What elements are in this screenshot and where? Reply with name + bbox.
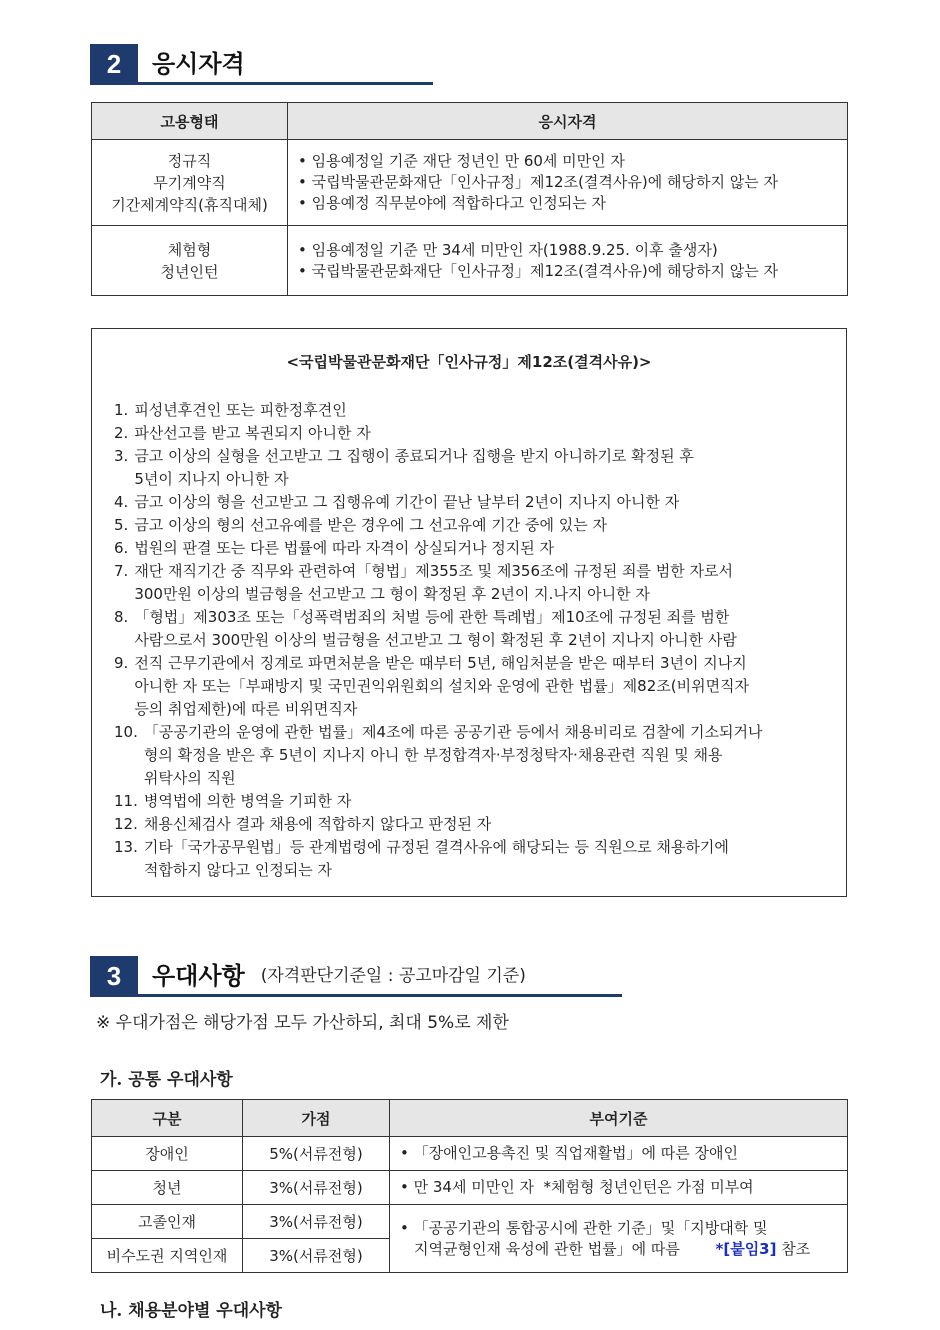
disqualification-item	[114, 537, 829, 560]
item-text	[144, 836, 829, 882]
item-line: 전직 근무기관에서 징계로 파면처분을 받은 때부터 5년, 해임처분을 받은 때부터 3년이 지나지	[134, 654, 747, 672]
employment-type: 무기계약직	[153, 173, 226, 192]
item-line: 형의 확정을 받은 후 5년이 지나지 아니 한 부정합격자·부정청탁자·채용관련 직원 및 채용	[143, 746, 723, 764]
employment-type-cell	[92, 140, 288, 226]
criteria-item: • 「장애인고용촉진 및 직업재활법」에 따른 장애인	[400, 1143, 846, 1164]
employment-type-cell	[92, 226, 288, 296]
item-line: 재단 재직기간 중 직무와 관련하여「형법」제355조 및 제356조에 규정된 죄를 범한 자로서	[134, 562, 733, 580]
preference-table	[91, 1099, 848, 1273]
column-header-qualification: 응시자격	[288, 103, 848, 140]
qualification-item: • 임용예정 직무분야에 적합하다고 인정되는 자	[298, 193, 846, 214]
disqualification-item	[114, 606, 829, 652]
item-text	[134, 422, 829, 445]
disqualification-box	[91, 328, 847, 897]
reference-mark: *	[715, 1239, 724, 1258]
item-line: 병역법에 의한 병역을 기피한 자	[143, 792, 352, 810]
item-line: 금고 이상의 형의 선고유예를 받은 경우에 그 선고유예 기간 중에 있는 자	[134, 516, 607, 534]
disqualification-item	[114, 560, 829, 606]
criteria-item: • 「공공기관의 통합공시에 관한 기준」및「지방대학 및	[400, 1218, 846, 1239]
section-title: 응시자격	[152, 50, 245, 78]
employment-type: 정규직	[167, 151, 212, 170]
criteria-cell	[390, 1205, 848, 1273]
disqualification-list	[114, 399, 829, 882]
item-text	[134, 399, 829, 422]
item-text	[144, 721, 829, 790]
disqualification-item	[114, 652, 829, 721]
item-text	[134, 606, 829, 652]
item-line: 채용신체검사 결과 채용에 적합하지 않다고 판정된 자	[143, 815, 492, 833]
item-number: 12.	[114, 815, 138, 833]
preference-note: ※ 우대가점은 해당가점 모두 가산하되, 최대 5%로 제한	[96, 1013, 509, 1033]
disqualification-item	[114, 445, 829, 491]
item-number: 5.	[114, 516, 129, 534]
table-row	[92, 226, 848, 296]
item-line: 「형법」제303조 또는「성폭력범죄의 처벌 등에 관한 특례법」제10조에 규정된 죄를 범한	[134, 608, 730, 626]
qualification-item: • 국립박물관문화재단「인사규정」제12조(결격사유)에 해당하지 않는 자	[298, 172, 846, 193]
disqualification-title: <국립박물관문화재단「인사규정」제12조(결격사유)>	[286, 353, 652, 371]
disqualification-item	[114, 790, 829, 813]
column-header-employment-type: 고용형태	[92, 103, 288, 140]
item-number: 10.	[114, 723, 138, 741]
qualification-cell	[288, 226, 848, 296]
employment-type: 기간제계약직(휴직대체)	[111, 195, 268, 214]
disqualification-item	[114, 491, 829, 514]
column-header-criteria: 부여기준	[390, 1100, 848, 1137]
item-line: 금고 이상의 형을 선고받고 그 집행유예 기간이 끝난 날부터 2년이 지나지 아니한 자	[134, 493, 680, 511]
item-text	[134, 491, 829, 514]
table-row	[92, 1137, 848, 1171]
section-underline	[90, 994, 622, 997]
category-cell: 비수도권 지역인재	[92, 1239, 243, 1273]
subheading-field-specific: 나. 채용분야별 우대사항	[100, 1301, 282, 1321]
item-line: 적합하지 않다고 인정되는 자	[143, 861, 333, 879]
criteria-cell	[390, 1137, 848, 1171]
item-text	[134, 560, 829, 606]
section-3-heading	[90, 956, 526, 996]
section-underline	[90, 82, 433, 85]
item-number: 8.	[114, 608, 129, 626]
criteria-item: • 만 34세 미만인 자 *체험형 청년인턴은 가점 미부여	[400, 1177, 846, 1198]
item-number: 7.	[114, 562, 129, 580]
item-line: 기타「국가공무원법」등 관계법령에 규정된 결격사유에 해당되는 등 직원으로 채용하기에	[143, 838, 729, 856]
item-number: 4.	[114, 493, 129, 511]
item-line: 300만원 이상의 벌금형을 선고받고 그 형이 확정된 후 2년이 지.나지 아니한 자	[134, 585, 650, 603]
table-row	[92, 1171, 848, 1205]
section-title: 우대사항	[152, 962, 245, 990]
item-text	[144, 813, 829, 836]
item-number: 2.	[114, 424, 129, 442]
item-text	[134, 537, 829, 560]
item-text	[144, 790, 829, 813]
section-number-badge: 2	[90, 44, 138, 84]
criteria-cell	[390, 1171, 848, 1205]
item-line: 사람으로서 300만원 이상의 벌금형을 선고받고 그 형이 확정된 후 2년이 지나지 아니한 사람	[134, 631, 737, 649]
section-number-badge: 3	[90, 956, 138, 996]
item-line: 피성년후견인 또는 피한정후견인	[134, 401, 347, 419]
criteria-continuation	[400, 1239, 846, 1260]
employment-type: 체험형	[167, 240, 212, 259]
item-number: 11.	[114, 792, 138, 810]
disqualification-item	[114, 721, 829, 790]
item-line: 5년이 지나지 아니한 자	[134, 470, 289, 488]
item-line: 파산선고를 받고 복권되지 아니한 자	[134, 424, 371, 442]
table-row	[92, 1205, 848, 1239]
disqualification-item	[114, 514, 829, 537]
eligibility-table	[91, 102, 848, 296]
points-cell: 3%(서류전형)	[243, 1239, 390, 1273]
disqualification-item	[114, 422, 829, 445]
item-number: 13.	[114, 838, 138, 856]
item-number: 9.	[114, 654, 129, 672]
disqualification-item	[114, 399, 829, 422]
item-text	[134, 445, 829, 491]
category-cell: 장애인	[92, 1137, 243, 1171]
item-line: 금고 이상의 실형을 선고받고 그 집행이 종료되거나 집행을 받지 아니하기로 확정된 후	[134, 447, 694, 465]
points-cell: 5%(서류전형)	[243, 1137, 390, 1171]
column-header-points: 가점	[243, 1100, 390, 1137]
item-text	[134, 514, 829, 537]
section-subtitle: (자격판단기준일 : 공고마감일 기준)	[260, 966, 526, 986]
qualification-item: • 임용예정일 기준 재단 정년인 만 60세 미만인 자	[298, 151, 846, 172]
disqualification-item	[114, 836, 829, 882]
qualification-cell	[288, 140, 848, 226]
attachment-reference: [붙임3]	[723, 1239, 777, 1258]
item-line: 등의 취업제한)에 따른 비위면직자	[134, 700, 358, 718]
category-cell: 고졸인재	[92, 1205, 243, 1239]
category-cell: 청년	[92, 1171, 243, 1205]
qualification-item: • 임용예정일 기준 만 34세 미만인 자(1988.9.25. 이후 출생자)	[298, 240, 846, 261]
section-2-heading	[90, 44, 245, 84]
criteria-text: 지역균형인재 육성에 관한 법률」에 따름	[414, 1239, 680, 1258]
qualification-item: • 국립박물관문화재단「인사규정」제12조(결격사유)에 해당하지 않는 자	[298, 261, 846, 282]
item-number: 6.	[114, 539, 129, 557]
disqualification-item	[114, 813, 829, 836]
item-number: 1.	[114, 401, 129, 419]
item-text	[134, 652, 829, 721]
item-line: 아니한 자 또는「부패방지 및 국민권익위원회의 설치와 운영에 관한 법률」제82조(비위면직자	[134, 677, 750, 695]
reference-suffix: 참조	[776, 1239, 811, 1258]
employment-type: 청년인턴	[160, 262, 219, 281]
item-number: 3.	[114, 447, 129, 465]
table-row	[92, 140, 848, 226]
item-line: 위탁사의 직원	[143, 769, 236, 787]
column-header-category: 구분	[92, 1100, 243, 1137]
points-cell: 3%(서류전형)	[243, 1171, 390, 1205]
subheading-common: 가. 공통 우대사항	[100, 1070, 233, 1090]
item-line: 법원의 판결 또는 다른 법률에 따라 자격이 상실되거나 정지된 자	[134, 539, 554, 557]
item-line: 「공공기관의 운영에 관한 법률」제4조에 따른 공공기관 등에서 채용비리로 검찰에 기소되거나	[143, 723, 763, 741]
points-cell: 3%(서류전형)	[243, 1205, 390, 1239]
